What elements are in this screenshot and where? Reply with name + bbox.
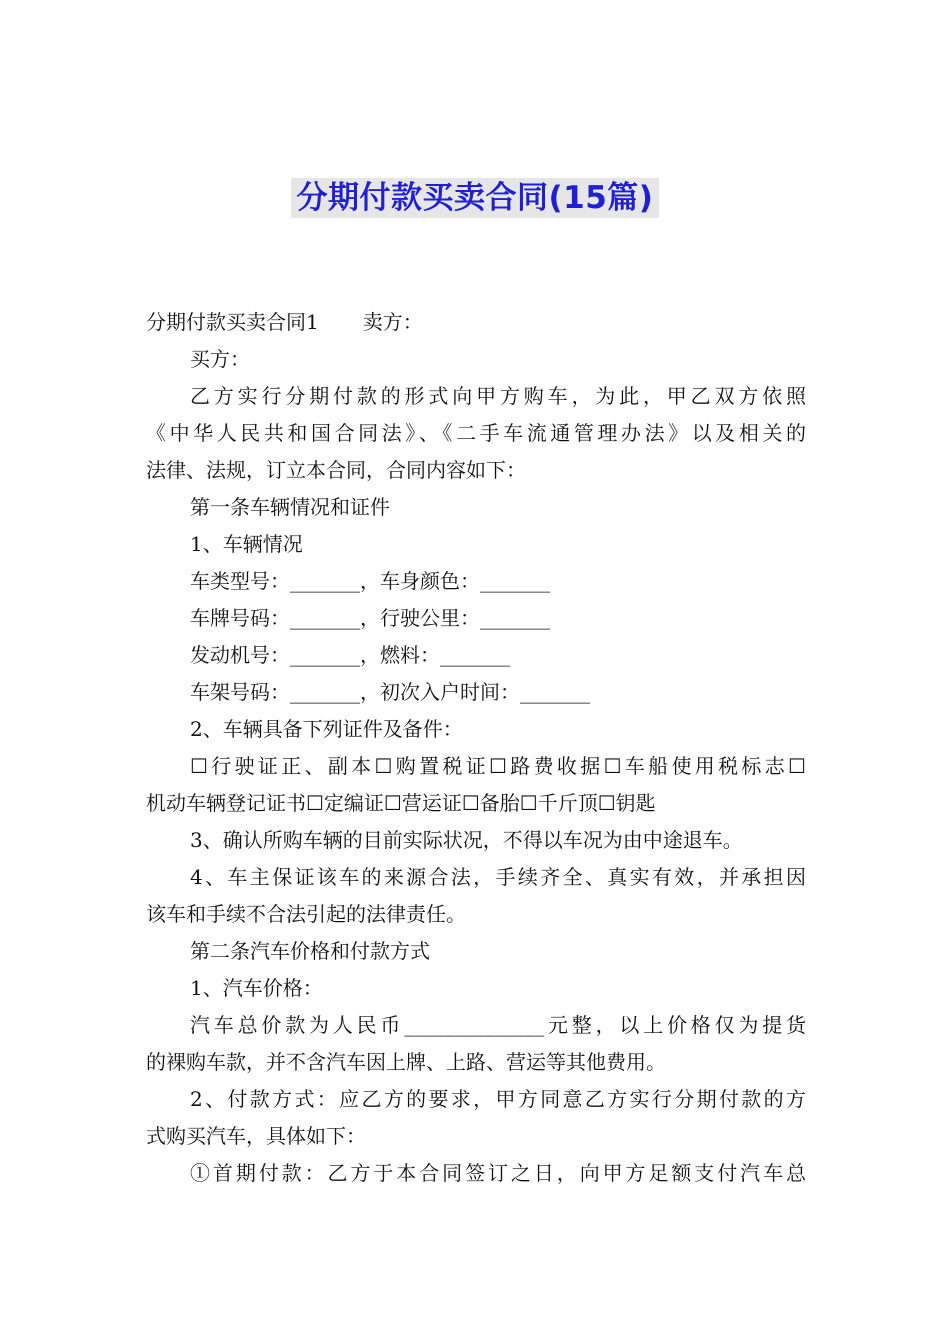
paragraph-line: 该车和手续不合法引起的法律责任。: [146, 902, 466, 926]
section-heading: 第一条车辆情况和证件: [190, 495, 390, 519]
checklist-line: ☐行驶证正、副本☐购置税证☐路费收据☐车船使用税标志☐: [190, 754, 806, 778]
paragraph-line: 《中华人民共和国合同法》、《二手车流通管理办法》以及相关的: [146, 421, 806, 445]
checklist-line: 机动车辆登记证书☐定编证☐营运证☐备胎☐千斤顶☐钥匙: [146, 791, 656, 815]
paragraph-line: 2、付款方式：应乙方的要求，甲方同意乙方实行分期付款的方: [190, 1087, 806, 1111]
buyer-label: 买方：: [190, 347, 250, 371]
heading-line: [146, 304, 806, 341]
form-field-line: 车牌号码：_______，行驶公里：_______: [190, 606, 550, 630]
paragraph-line: 法律、法规，订立本合同，合同内容如下：: [146, 458, 526, 482]
paragraph-line: 3、确认所购车辆的目前实际状况，不得以车况为由中途退车。: [190, 828, 743, 852]
document-body: [146, 304, 806, 1192]
paragraph-line: 式购买汽车，具体如下：: [146, 1124, 366, 1148]
paragraph-line: 1、车辆情况: [190, 532, 303, 556]
paragraph-line: 4、车主保证该车的来源合法，手续齐全、真实有效，并承担因: [190, 865, 806, 889]
document-title: 分期付款买卖合同(15篇): [291, 178, 660, 218]
paragraph-line: 2、车辆具备下列证件及备件：: [190, 717, 463, 741]
form-field-line: 车类型号：_______，车身颜色：_______: [190, 569, 550, 593]
form-field-line: 车架号码：_______，初次入户时间：_______: [190, 680, 590, 704]
paragraph-line: 1、汽车价格：: [190, 976, 323, 1000]
paragraph-line: ①首期付款：乙方于本合同签订之日，向甲方足额支付汽车总: [190, 1161, 806, 1185]
title-area: [0, 178, 950, 218]
contract-heading: 分期付款买卖合同1: [146, 310, 319, 334]
section-heading: 第二条汽车价格和付款方式: [190, 939, 430, 963]
seller-label: 卖方：: [362, 310, 423, 334]
paragraph-line: 乙方实行分期付款的形式向甲方购车，为此，甲乙双方依照: [190, 384, 806, 408]
paragraph-line: 汽车总价款为人民币______________元整，以上价格仅为提货: [190, 1013, 806, 1037]
form-field-line: 发动机号：_______，燃料：_______: [190, 643, 510, 667]
buyer-line: [146, 341, 806, 378]
paragraph-line: 的裸购车款，并不含汽车因上牌、上路、营运等其他费用。: [146, 1050, 666, 1074]
